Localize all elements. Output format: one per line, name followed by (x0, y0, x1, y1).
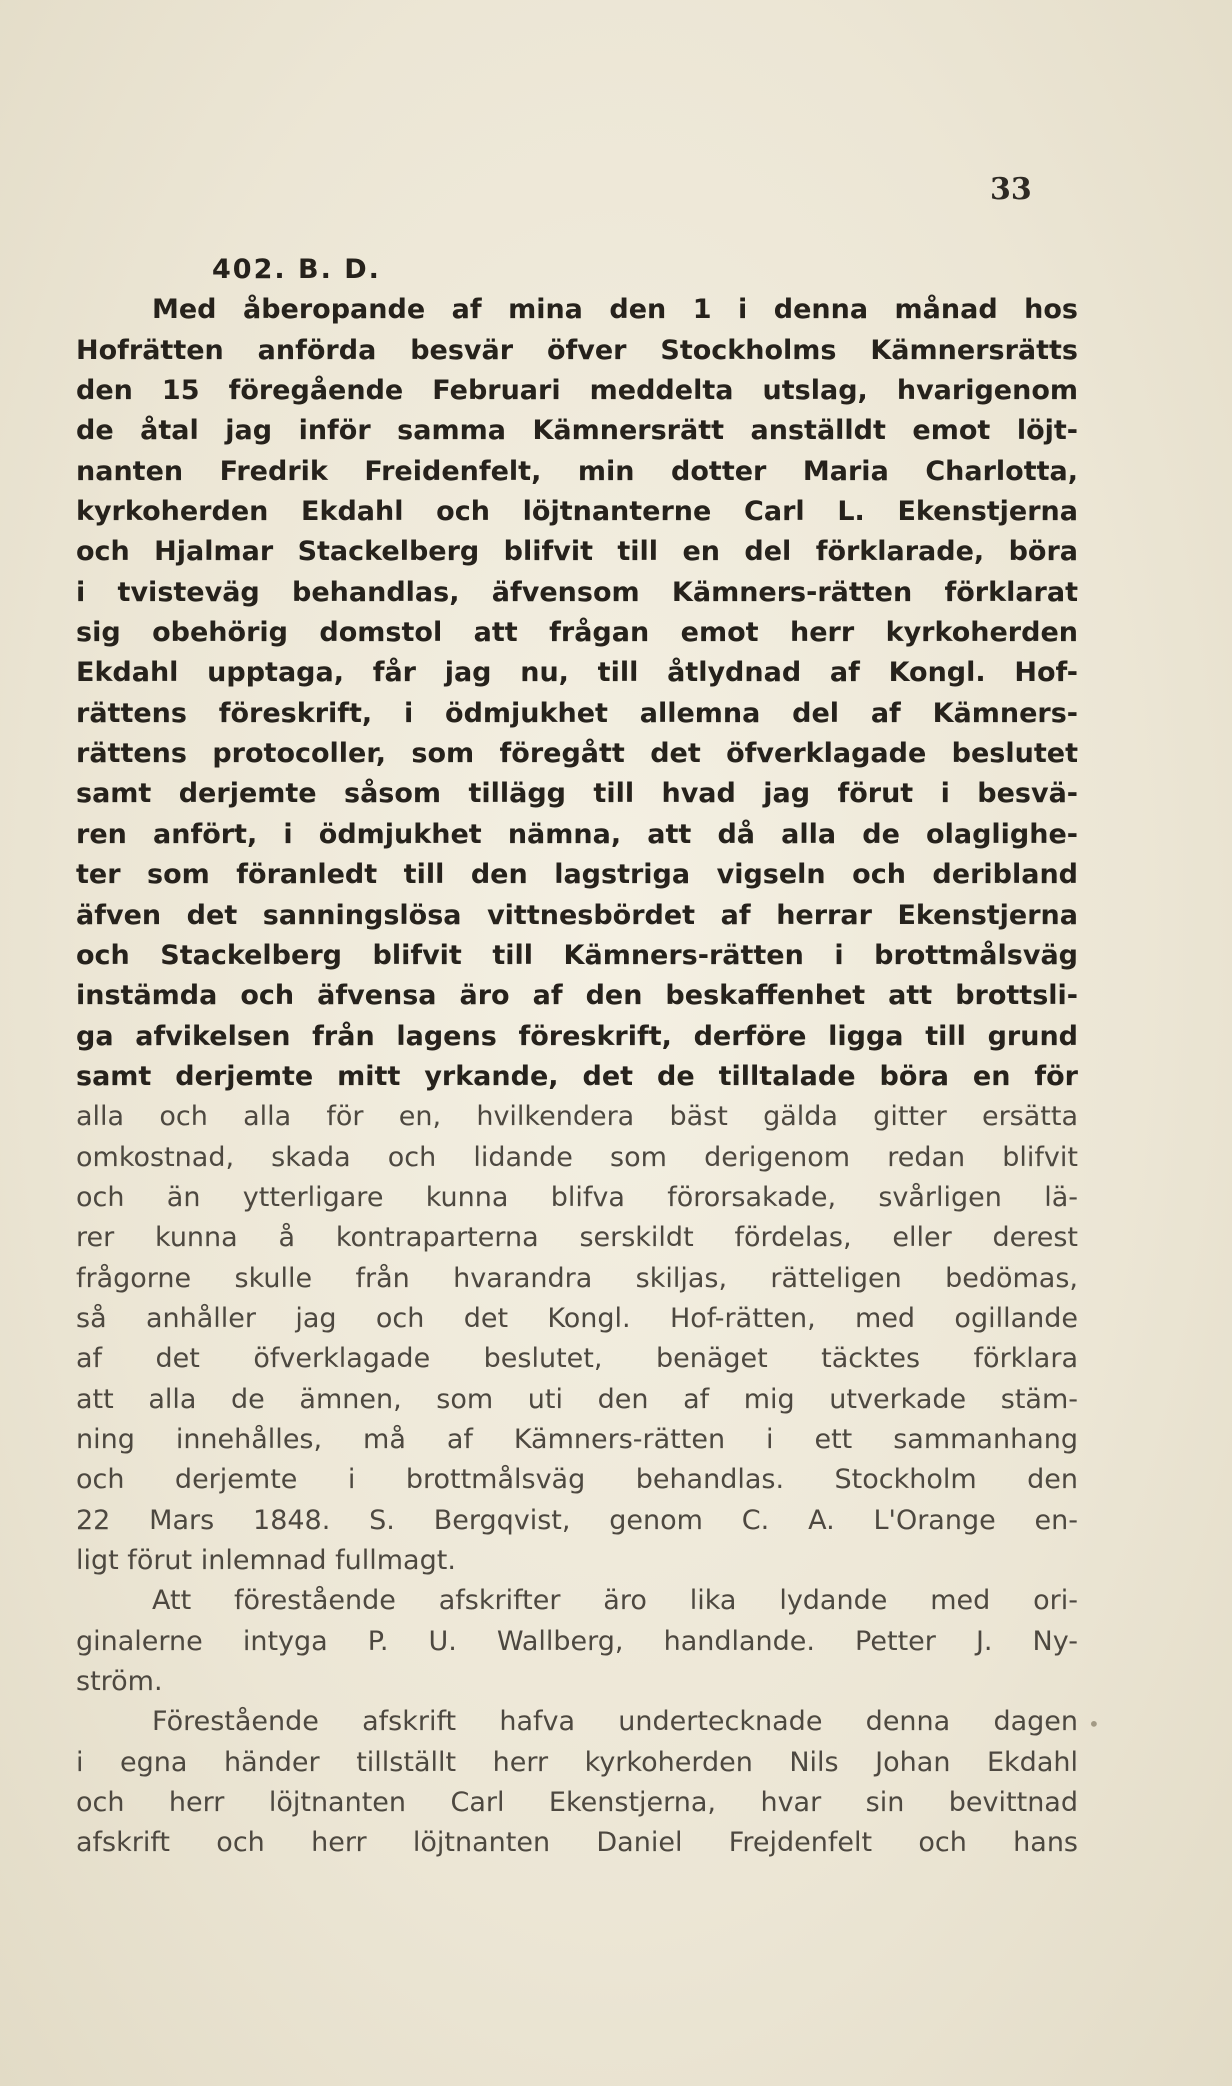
text-line: rättens föreskrift, i ödmjukhet allemna del af Kämners- (76, 697, 1078, 729)
section-heading: 402. B. D. (212, 254, 381, 285)
text-line: omkostnad, skada och lidande som derigenom redan blifvit (76, 1141, 1078, 1173)
text-line: instämda och äfvensa äro af den beskaffenhet att brottsli- (76, 980, 1078, 1012)
text-line: nanten Fredrik Freidenfelt, min dotter Maria Charlotta, (76, 455, 1078, 487)
text-line: och derjemte i brottmålsväg behandlas. Stockholm den (76, 1464, 1078, 1496)
text-line: Ekdahl upptaga, får jag nu, till åtlydnad af Kongl. Hof- (76, 657, 1078, 689)
text-line: rättens protocoller, som föregått det öfverklagade beslutet (76, 738, 1078, 770)
text-line: och Hjalmar Stackelberg blifvit till en del förklarade, böra (76, 536, 1078, 568)
text-line: och än ytterligare kunna blifva förorsakade, svårligen lä- (76, 1181, 1078, 1213)
text-line: Förestående afskrift hafva undertecknade denna dagen (152, 1706, 1078, 1738)
text-line: och herr löjtnanten Carl Ekenstjerna, hvar sin bevittnad (76, 1787, 1078, 1819)
text-line: afskrift och herr löjtnanten Daniel Frejdenfelt och hans (76, 1827, 1078, 1859)
text-line: Med åberopande af mina den 1 i denna månad hos (152, 294, 1078, 326)
text-line: de åtal jag inför samma Kämnersrätt anställdt emot löjt- (76, 415, 1078, 447)
page-number: 33 (990, 172, 1032, 207)
text-line: af det öfverklagade beslutet, benäget täcktes förklara (76, 1343, 1078, 1375)
text-line: ter som föranledt till den lagstriga vigseln och deribland (76, 859, 1078, 891)
text-line: ligt förut inlemnad fullmagt. (76, 1545, 456, 1576)
text-line: sig obehörig domstol att frågan emot herr kyrkoherden (76, 617, 1078, 649)
text-line: ström. (76, 1666, 163, 1698)
text-line: ren anfört, i ödmjukhet nämna, att då alla de olaglighe- (76, 818, 1078, 850)
text-line: Att förestående afskrifter äro lika lydande med ori- (152, 1585, 1078, 1617)
text-line: och Stackelberg blifvit till Kämners-rätten i brottmålsväg (76, 939, 1078, 971)
text-line: den 15 föregående Februari meddelta utslag, hvarigenom (76, 375, 1078, 407)
text-line: ga afvikelsen från lagens föreskrift, derföre ligga till grund (76, 1020, 1078, 1052)
text-line: ning innehålles, må af Kämners-rätten i ett sammanhang (76, 1423, 1078, 1455)
text-line: att alla de ämnen, som uti den af mig utverkade stäm- (76, 1383, 1078, 1415)
text-line: samt derjemte såsom tillägg till hvad jag förut i besvä- (76, 778, 1078, 810)
body-text (76, 250, 1078, 1864)
text-line: ginalerne intyga P. U. Wallberg, handlande. Petter J. Ny- (76, 1625, 1078, 1657)
text-line: äfven det sanningslösa vittnesbördet af herrar Ekenstjerna (76, 899, 1078, 931)
text-line: i tvisteväg behandlas, äfvensom Kämners-rätten förklarat (76, 576, 1078, 608)
text-line: så anhåller jag och det Kongl. Hof-rätten, med ogillande (76, 1302, 1078, 1334)
text-line: i egna händer tillställt herr kyrkoherden Nils Johan Ekdahl (76, 1746, 1078, 1778)
text-line: frågorne skulle från hvarandra skiljas, rätteligen bedömas, (76, 1262, 1078, 1294)
text-line: Hofrätten anförda besvär öfver Stockholms Kämnersrätts (76, 334, 1078, 366)
margin-mark-icon: • (1088, 1712, 1100, 1736)
text-line: 22 Mars 1848. S. Bergqvist, genom C. A. L'Orange en- (76, 1504, 1078, 1536)
text-line: kyrkoherden Ekdahl och löjtnanterne Carl L. Ekenstjerna (76, 496, 1078, 528)
text-line: samt derjemte mitt yrkande, det de tilltalade böra en för (76, 1060, 1078, 1092)
text-line: rer kunna å kontraparterna serskildt fördelas, eller derest (76, 1222, 1078, 1254)
text-line: alla och alla för en, hvilkendera bäst gälda gitter ersätta (76, 1101, 1078, 1133)
